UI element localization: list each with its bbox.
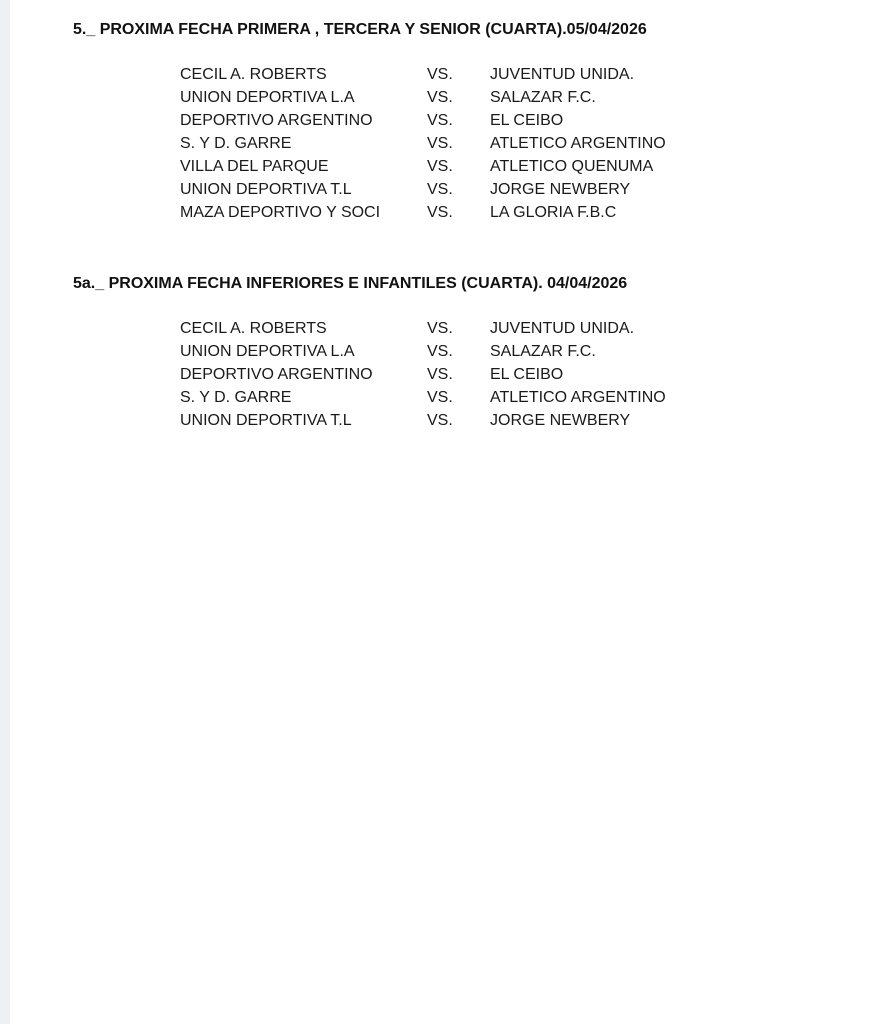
home-team: CECIL A. ROBERTS — [180, 320, 327, 337]
away-team: JUVENTUD UNIDA. — [490, 320, 635, 337]
away-team: SALAZAR F.C. — [490, 89, 596, 106]
fixture-row — [10, 389, 869, 412]
away-team: LA GLORIA F.B.C — [490, 204, 617, 221]
home-team: CECIL A. ROBERTS — [180, 66, 327, 83]
away-team: ATLETICO ARGENTINO — [490, 389, 666, 406]
home-team: DEPORTIVO ARGENTINO — [180, 112, 373, 129]
fixture-row — [10, 66, 869, 89]
document-page — [10, 0, 869, 1024]
home-team: DEPORTIVO ARGENTINO — [180, 366, 373, 383]
vs-label: VS. — [427, 412, 453, 429]
section-title: 5a._ PROXIMA FECHA INFERIORES E INFANTILES (CUARTA). 04/04/2026 — [73, 275, 628, 292]
home-team: S. Y D. GARRE — [180, 389, 292, 406]
vs-label: VS. — [427, 320, 453, 337]
vs-label: VS. — [427, 181, 453, 198]
home-team: VILLA DEL PARQUE — [180, 158, 329, 175]
vs-label: VS. — [427, 343, 453, 360]
fixture-row — [10, 343, 869, 366]
home-team: UNION DEPORTIVA L.A — [180, 89, 355, 106]
section-title: 5._ PROXIMA FECHA PRIMERA , TERCERA Y SENIOR (CUARTA).05/04/2026 — [73, 21, 647, 38]
vs-label: VS. — [427, 366, 453, 383]
fixture-row — [10, 204, 869, 227]
vs-label: VS. — [427, 135, 453, 152]
vs-label: VS. — [427, 112, 453, 129]
vs-label: VS. — [427, 66, 453, 83]
home-team: UNION DEPORTIVA T.L — [180, 181, 352, 198]
fixture-row — [10, 320, 869, 343]
fixture-row — [10, 135, 869, 158]
home-team: MAZA DEPORTIVO Y SOCI — [180, 204, 381, 221]
home-team: S. Y D. GARRE — [180, 135, 292, 152]
away-team: SALAZAR F.C. — [490, 343, 596, 360]
fixture-row — [10, 158, 869, 181]
away-team: JUVENTUD UNIDA. — [490, 66, 635, 83]
away-team: ATLETICO ARGENTINO — [490, 135, 666, 152]
vs-label: VS. — [427, 204, 453, 221]
away-team: EL CEIBO — [490, 366, 564, 383]
fixture-row — [10, 89, 869, 112]
fixture-row — [10, 366, 869, 389]
home-team: UNION DEPORTIVA L.A — [180, 343, 355, 360]
away-team: JORGE NEWBERY — [490, 181, 631, 198]
fixture-row — [10, 412, 869, 435]
away-team: EL CEIBO — [490, 112, 564, 129]
vs-label: VS. — [427, 89, 453, 106]
vs-label: VS. — [427, 389, 453, 406]
vs-label: VS. — [427, 158, 453, 175]
away-team: ATLETICO QUENUMA — [490, 158, 654, 175]
home-team: UNION DEPORTIVA T.L — [180, 412, 352, 429]
away-team: JORGE NEWBERY — [490, 412, 631, 429]
fixture-row — [10, 112, 869, 135]
fixture-row — [10, 181, 869, 204]
